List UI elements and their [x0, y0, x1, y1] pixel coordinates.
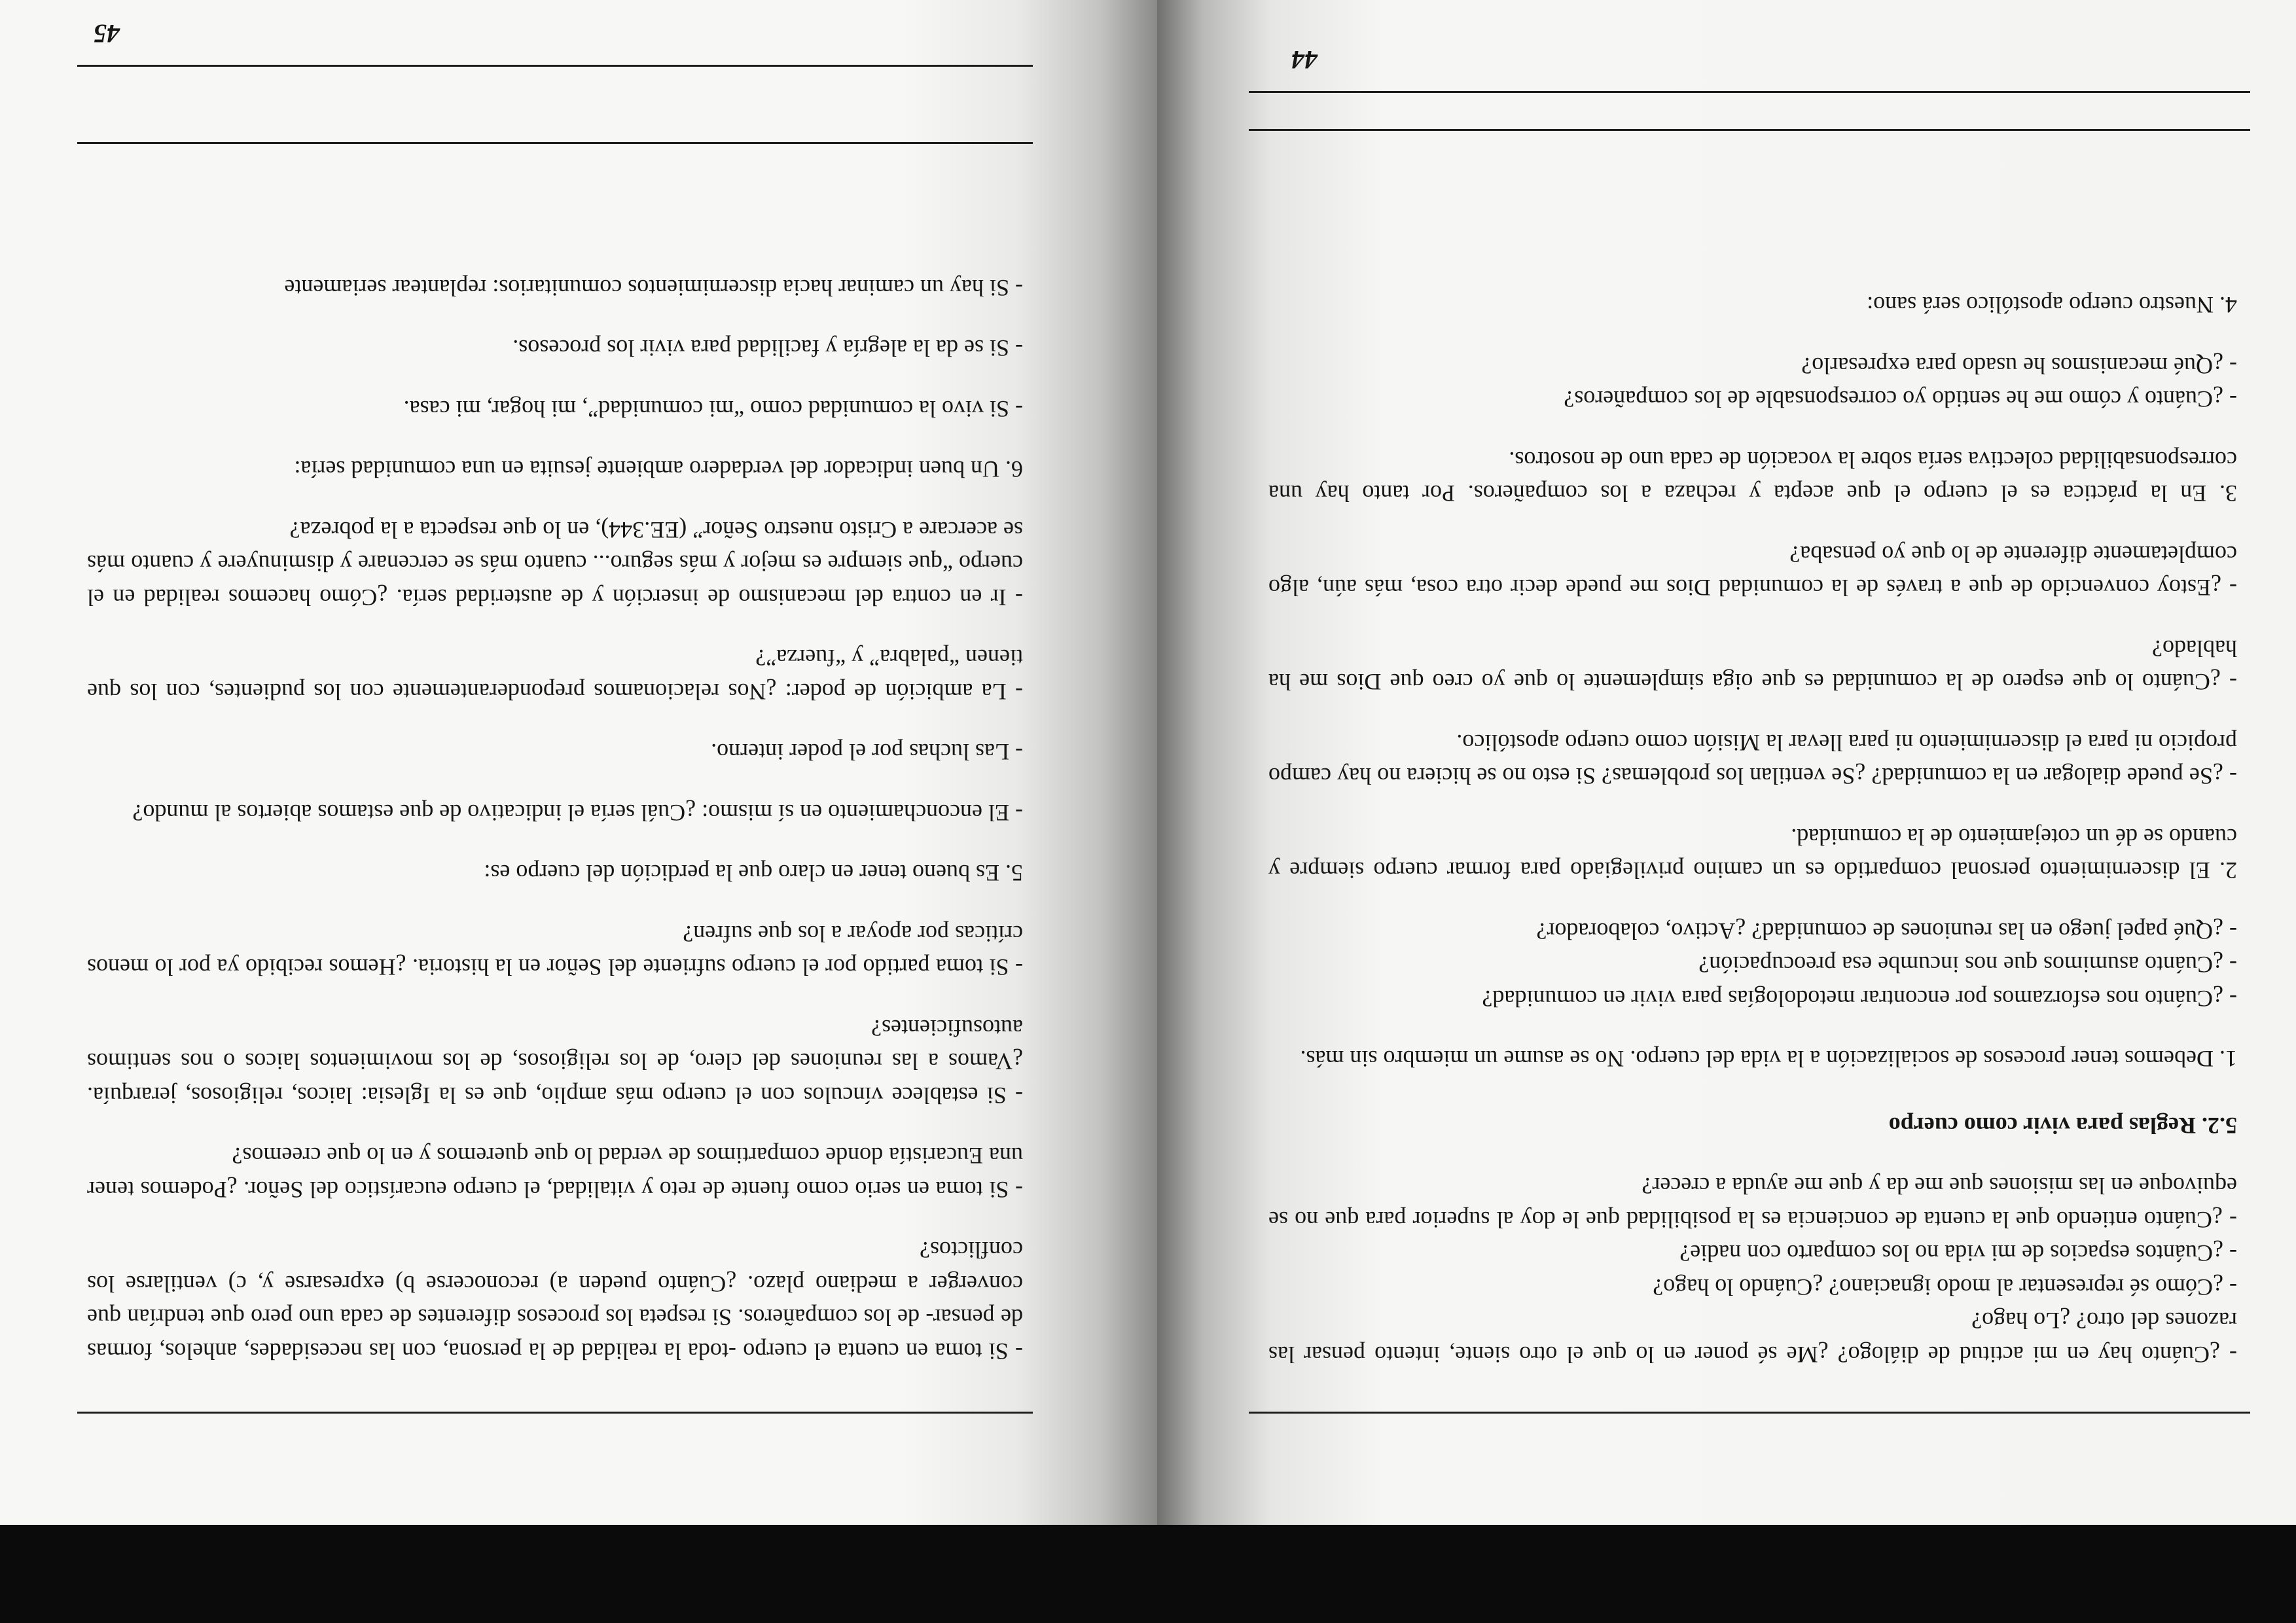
bottom-rule: [1249, 129, 2250, 131]
paragraph: - Si toma partido por el cuerpo sufriente del Señor en la historia. ¿Hemos recibido ya por lo menos críticas por apoyar a los que sufren?: [87, 921, 1023, 981]
paragraph: - ¿Cuánto y cómo me he sentido yo corresponsable de los compañeros?: [1564, 386, 2237, 413]
paragraph: - Las luchas por el poder interno.: [711, 739, 1023, 766]
page-number-44: 44: [1291, 45, 1318, 75]
paragraph: - Ir en contra del mecanismo de inserción y de austeridad sería. ¿Cómo hacemos realidad en el cuerpo “que siempre es mejor y más seguro... cuanto más se cercenare y disminuyere y cuanto más se acercare a Cristo nuestro Señor” (EE.344), en lo que respecta a la pobreza?: [87, 517, 1023, 611]
paragraph: - ¿Cuántos espacios de mi vida no los comparto con nadie?: [1679, 1240, 2237, 1267]
paragraph: 1. Debemos tener procesos de socialización a la vida del cuerpo. No se asume un miembro sin más.: [1300, 1046, 2237, 1073]
page-number-45: 45: [94, 19, 120, 48]
page-44: [1157, 0, 2296, 1525]
paragraph: 2. El discernimiento personal compartido es un camino privilegiado para formar cuerpo siempre y cuando se dé un cotejamiento de la comunidad.: [1268, 824, 2237, 884]
paragraph: - El enconchamiento en sí mismo: ¿Cuál sería el indicativo de que estamos abiertos al mundo?: [132, 800, 1023, 826]
bottom-rule: [77, 142, 1033, 144]
paragraph: - ¿Cuánto lo que espero de la comunidad es que oiga simplemente lo que yo creo que Dios me ha hablado?: [1268, 635, 2237, 696]
page-45-text: [87, 271, 1023, 1368]
paragraph: - ¿Qué mecanismos he usado para expresarlo?: [1801, 353, 2237, 379]
top-rule: [1249, 1412, 2250, 1414]
paragraph: - Si toma en cuenta el cuerpo -toda la realidad de la persona, con las necesidades, anhelos, formas de pensar- de los compañeros. Si respeta los procesos diferentes de cada uno pero que tendrían que converger a mediano plazo. ¿Cuánto pueden a) reconocerse b) expresarse y, c) ventilarse los conflictos?: [87, 1237, 1023, 1364]
paragraph: - ¿Cuánto hay en mi actitud de diálogo? ¿Me sé poner en lo que el otro siente, intento pensar las razones del otro? ¿Lo hago?: [1268, 1308, 2237, 1368]
footer-rule: [1249, 91, 2250, 93]
page-45: [0, 0, 1157, 1525]
paragraph: - ¿Se puede dialogar en la comunidad? ¿Se ventilan los problemas? Si esto no se hiciera no hay campo propicio ni para el discernimiento ni para llevar la Misión como cuerpo apostólico.: [1268, 730, 2237, 790]
paragraph: - ¿Cuánto nos esforzamos por encontrar metodologías para vivir en comunidad?: [1482, 986, 2237, 1012]
paragraph: 5. Es bueno tener en claro que la perdición del cuerpo es:: [484, 860, 1023, 887]
paragraph: - ¿Estoy convencido de que a través de la comunidad Dios me puede decir otra cosa, más aún, algo completamente diferente de lo que yo pensaba?: [1268, 541, 2237, 601]
paragraph: - Si hay un caminar hacia discernimientos comunitarios: replantear seriamente: [284, 275, 1023, 301]
paragraph: - Si se da la alegría y facilidad para vivir los procesos.: [512, 335, 1023, 362]
paragraph: - Si vivo la comunidad como “mi comunidad”, mi hogar, mi casa.: [403, 396, 1023, 422]
paragraph: - La ambición de poder: ¿Nos relacionamos preponderantemente con los pudientes, con los que tienen “palabra” y “fuerza”?: [87, 645, 1023, 705]
paragraph: 6. Un buen indicador del verdadero ambiente jesuita en una comunidad sería:: [294, 456, 1023, 483]
paragraph: - ¿Cuánto entiendo que la cuenta de conciencia es la posibilidad que le doy al superior para que no se equivoque en las misiones que me da y que me ayuda a crecer?: [1268, 1173, 2237, 1233]
paragraph: 4. Nuestro cuerpo apostólico será sano:: [1867, 292, 2237, 319]
paragraph: - ¿Qué papel juego en las reuniones de comunidad? ¿Activo, colaborador?: [1536, 918, 2237, 944]
paragraph: 3. En la práctica es el cuerpo el que acepta y rechaza a los compañeros. Por tanto hay una corresponsabilidad colectiva sería sobre la vocación de cada uno de nosotros.: [1268, 447, 2237, 507]
paragraph: - Si toma en serio como fuente de reto y vitalidad, el cuerpo eucarístico del Señor. ¿Podemos tener una Eucaristía donde compartimos de verdad lo que queremos y en lo que creemos?: [87, 1143, 1023, 1203]
top-rule: [77, 1412, 1033, 1414]
paragraph: - Si establece vínculos con el cuerpo más amplio, que es la Iglesia: laicos, religiosos, jerarquía. ¿Vamos a las reuniones del clero, de los religiosos, de los movimientos laicos o nos sentimos autosuficientes?: [87, 1015, 1023, 1109]
section-heading: 5.2. Reglas para vivir como cuerpo: [1888, 1113, 2237, 1139]
paragraph: - ¿Cómo sé representar al modo ignaciano? ¿Cuándo lo hago?: [1653, 1274, 2237, 1300]
footer-rule: [77, 65, 1033, 67]
page-44-text: [1268, 288, 2237, 1371]
paragraph: - ¿Cuánto asumimos que nos incumbe esa preocupación?: [1698, 952, 2237, 978]
